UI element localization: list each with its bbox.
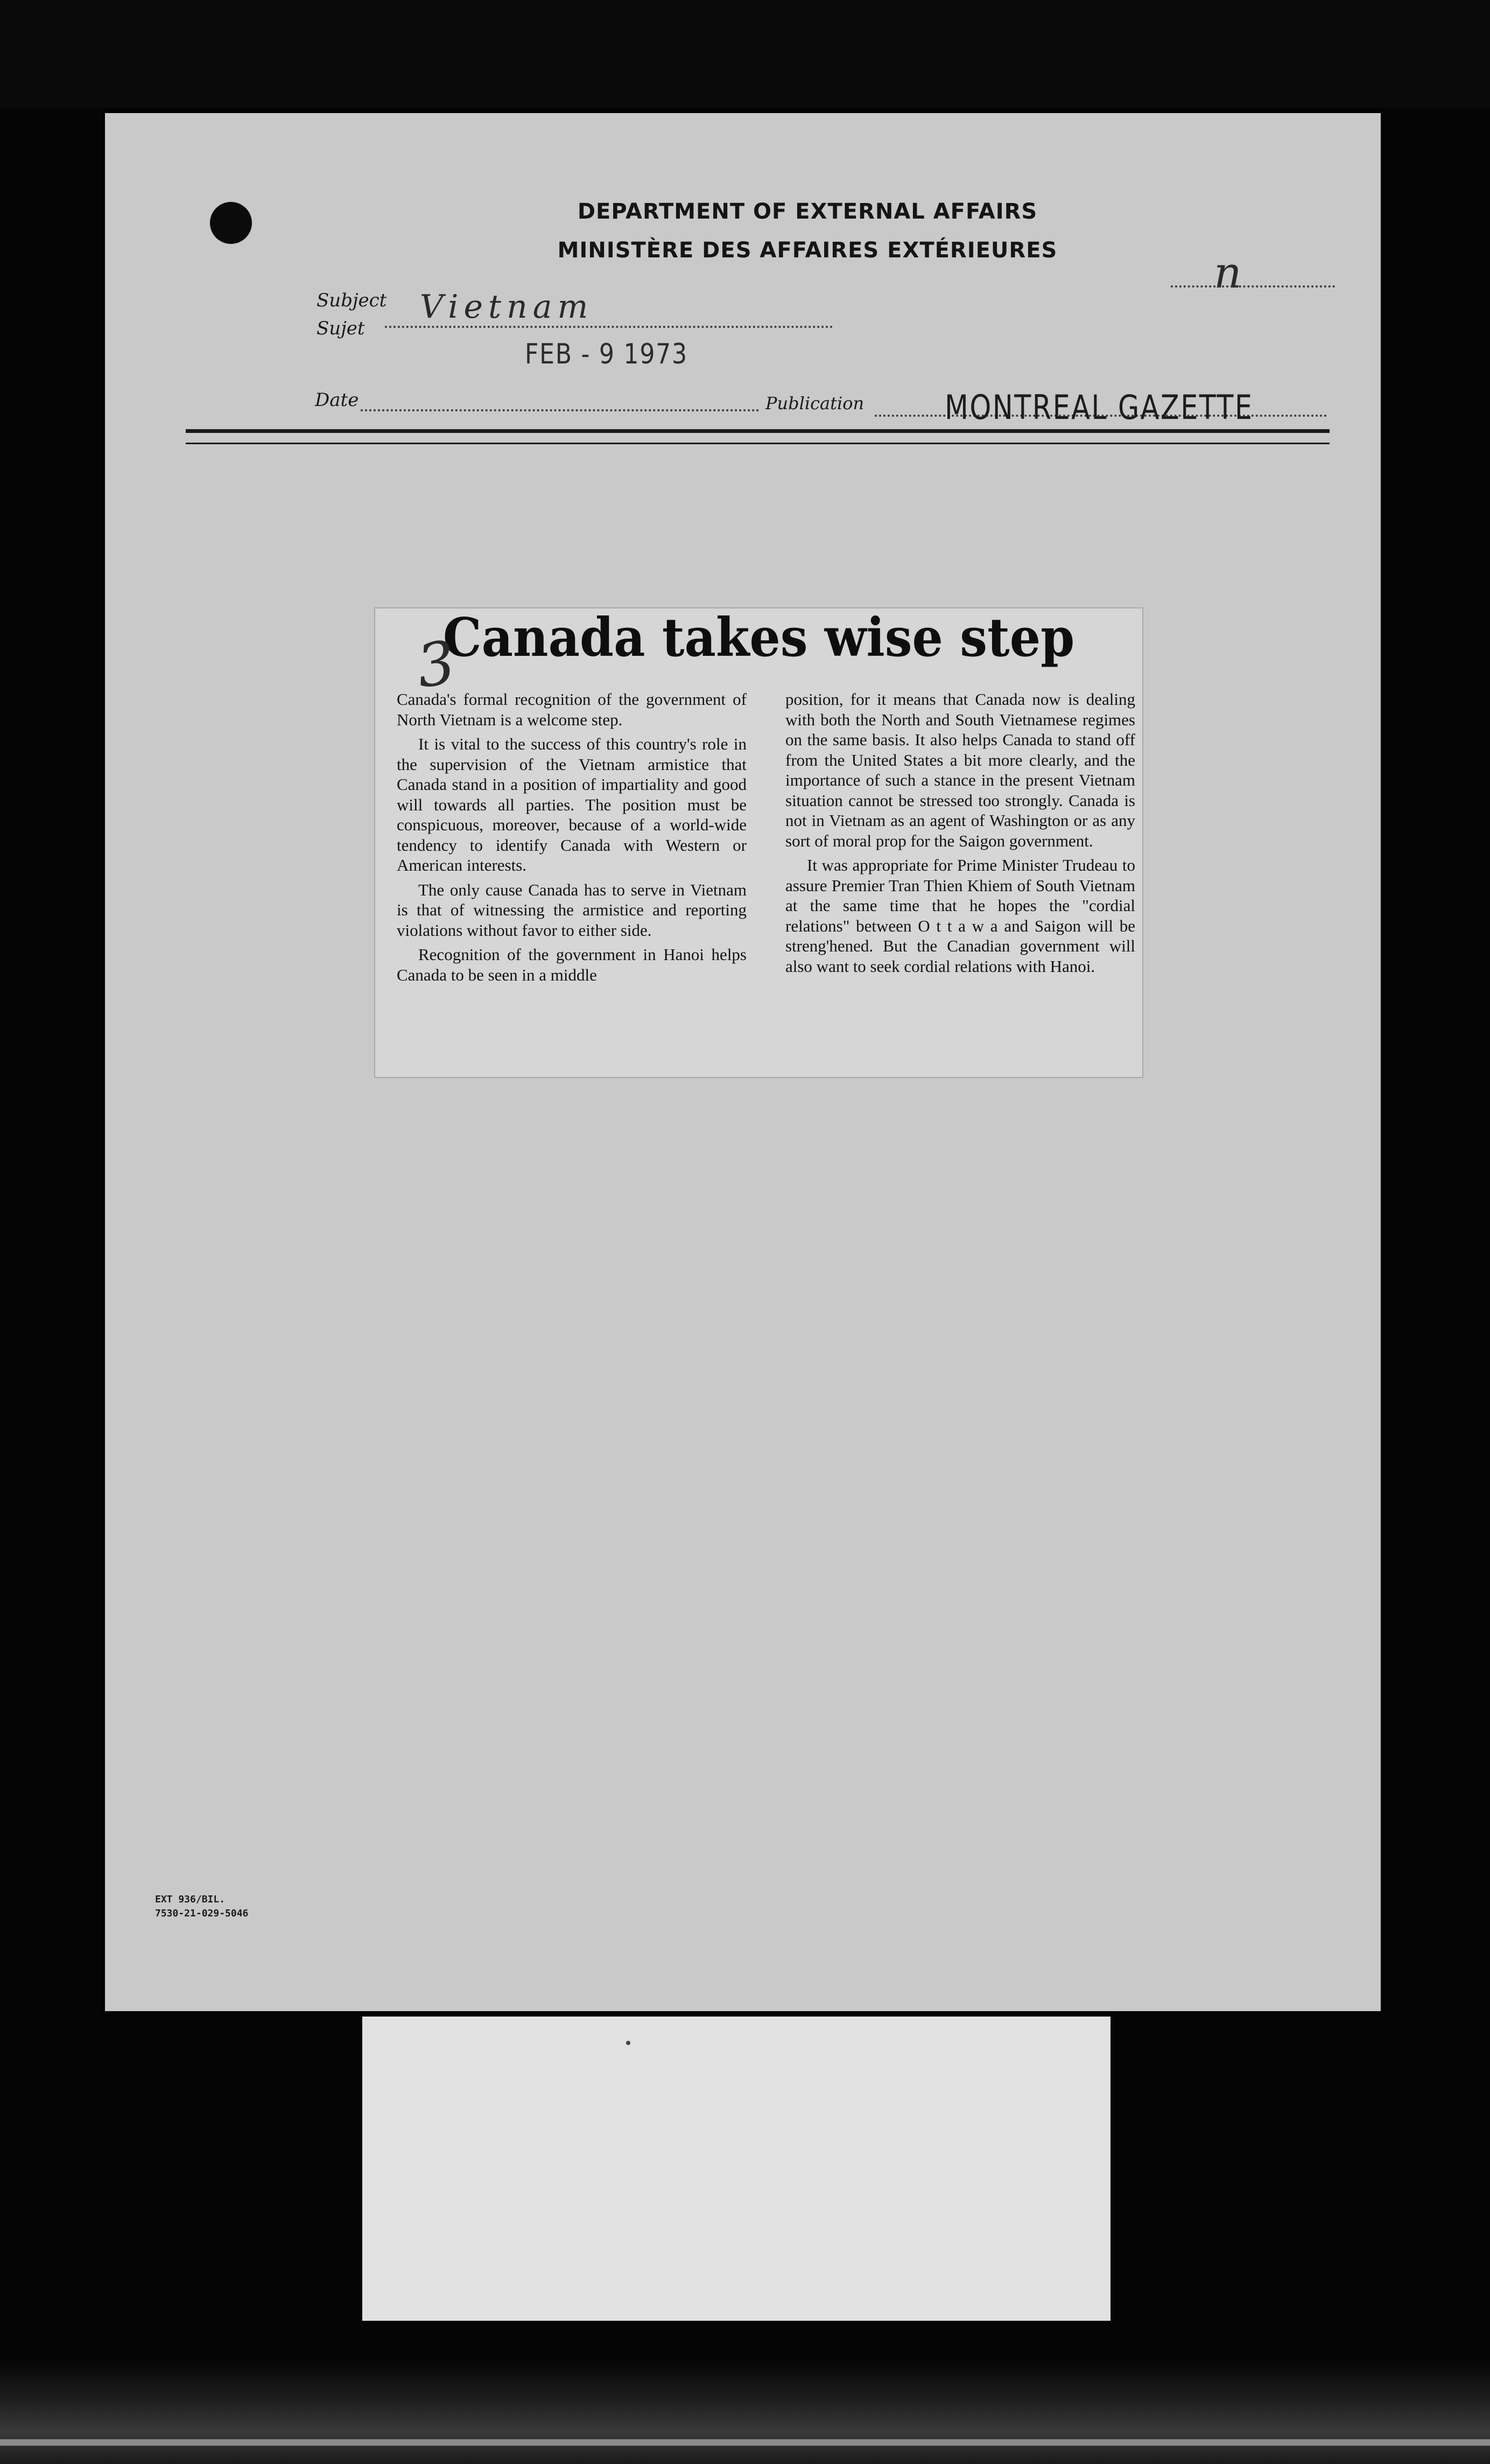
header-rule-thin <box>186 443 1330 444</box>
clipping-right-column <box>785 689 1135 981</box>
form-code-line: EXT 936/BIL. <box>155 1894 226 1905</box>
blank-paper-slip <box>362 2017 1111 2321</box>
pencil-annotation-number: 3 <box>412 627 460 702</box>
slip-speck <box>626 2041 630 2045</box>
date-dotted-line <box>361 409 759 411</box>
paragraph: position, for it means that Canada now is dealing with both the North and South Vietnamese regimes on the same basis. It also helps Canada to stand off from the United States a bit more clearly, and the importance of such a stance in the present Vietnam situation cannot be stressed too strongly. Canada is not in Vietnam as an agent of Washington or as any sort of moral prop for the Saigon government. <box>785 690 1135 850</box>
film-edge-strip <box>0 2439 1490 2446</box>
publication-label: Publication <box>765 393 865 414</box>
paragraph: Canada's formal recognition of the government of North Vietnam is a welcome step. <box>397 690 747 729</box>
department-title-english: DEPARTMENT OF EXTERNAL AFFAIRS <box>577 199 1038 224</box>
paragraph: Recognition of the government in Hanoi helps Canada to be seen in a middle <box>397 945 747 984</box>
date-label: Date <box>315 389 359 411</box>
publication-stamp: MONTREAL GAZETTE <box>945 388 1254 427</box>
subject-dotted-line <box>385 326 833 328</box>
sujet-label: Sujet <box>317 318 365 339</box>
corner-handwritten-mark: n <box>1214 248 1242 298</box>
punch-hole <box>210 202 252 244</box>
corner-dotted-line <box>1171 285 1335 288</box>
paragraph: The only cause Canada has to serve in Vietnam is that of witnessing the armistice and reporting violations without favor to either side. <box>397 880 747 940</box>
subject-handwritten-value: Vietnam <box>420 288 594 326</box>
film-frame-bottom <box>0 2358 1490 2464</box>
form-code <box>155 1893 248 1921</box>
newspaper-clipping <box>374 607 1143 1078</box>
header-rule-thick <box>186 429 1330 433</box>
subject-label: Subject <box>317 290 387 311</box>
film-frame-top <box>0 0 1490 108</box>
clipping-left-column <box>397 689 747 989</box>
paragraph: It is vital to the success of this country's role in the supervision of the Vietnam armistice that Canada stand in a position of impartiality and good will towards all parties. The position must be conspicuous, moreover, because of a world-wide tendency to identify Canada with Western or American interests. <box>397 734 747 874</box>
date-stamp: FEB - 9 1973 <box>525 338 688 370</box>
clipping-headline: Canada takes wise step <box>442 607 1075 669</box>
paragraph: It was appropriate for Prime Minister Trudeau to assure Premier Tran Thien Khiem of South Vietnam at the same time that he hopes the "cordial relations" between O t t a w a and Saigon will be streng'hened. But the Canadian government will also want to seek cordial relations with Hanoi. <box>785 856 1135 976</box>
form-code-line: 7530-21-029-5046 <box>155 1908 249 1919</box>
department-title-french: MINISTÈRE DES AFFAIRES EXTÉRIEURES <box>557 238 1058 263</box>
